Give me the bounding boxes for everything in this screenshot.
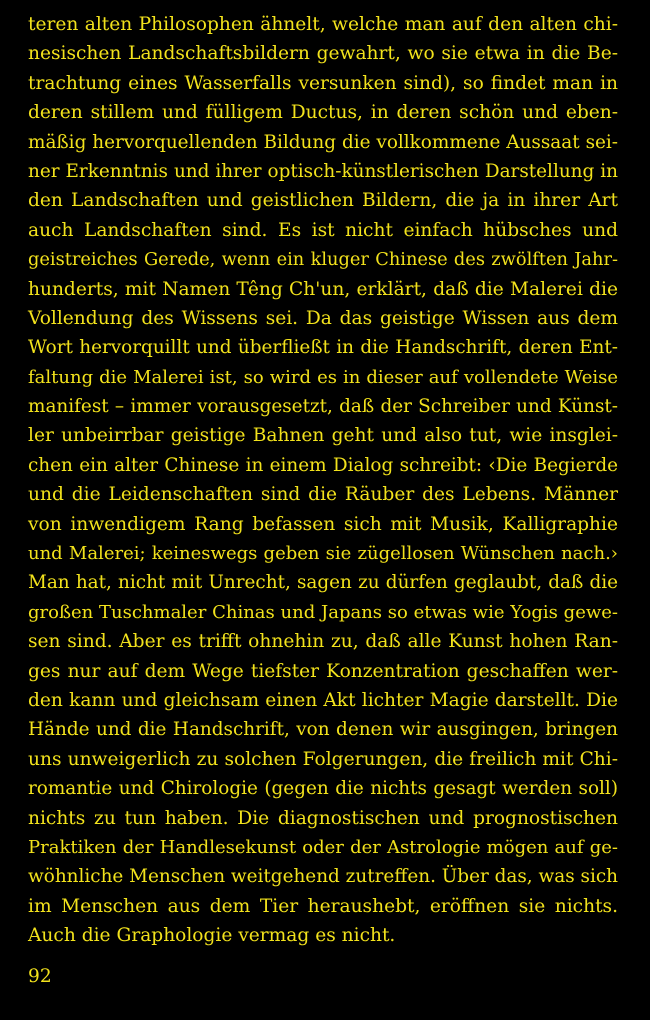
text-line: uns unweigerlich zu solchen Folgerungen, die freilich mit Chi- (28, 748, 618, 770)
text-line: chen ein alter Chinese in einem Dialog schreibt: ‹Die Begierde (28, 454, 618, 476)
text-line: von inwendigem Rang befassen sich mit Musik, Kalligraphie (28, 513, 618, 535)
text-line: teren alten Philosophen ähnelt, welche man auf den alten chi- (28, 14, 618, 35)
text-line: faltung die Malerei ist, so wird es in dieser auf vollendete Weise (28, 366, 618, 388)
text-line: sen sind. Aber es trifft ohnehin zu, daß alle Kunst hohen Ran- (28, 631, 618, 653)
page-number: 92 (28, 966, 52, 987)
text-line: Hände und die Handschrift, von denen wir ausgingen, bringen (28, 719, 618, 741)
text-line: im Menschen aus dem Tier heraushebt, eröffnen sie nichts. (28, 895, 618, 917)
text-line: geistreiches Gerede, wenn ein kluger Chinese des zwölften Jahr- (28, 249, 618, 271)
text-line: den Landschaften und geistlichen Bildern, die ja in ihrer Art (28, 190, 618, 212)
text-line: Praktiken der Handlesekunst oder der Astrologie mögen auf ge- (28, 836, 618, 858)
text-line: mäßig hervorquellenden Bildung die vollkommene Aussaat sei- (28, 131, 618, 153)
text-line: ler unbeirrbar geistige Bahnen geht und also tut, wie insglei- (28, 425, 618, 447)
text-line: deren stillem und fülligem Ductus, in deren schön und eben- (28, 102, 618, 124)
text-line: Auch die Graphologie vermag es nicht. (28, 925, 396, 947)
text-line: den kann und gleichsam einen Akt lichter Magie darstellt. Die (28, 689, 618, 711)
text-line: Wort hervorquillt und überfließt in die Handschrift, deren Ent- (28, 337, 618, 359)
text-line: romantie und Chirologie (gegen die nichts gesagt werden soll) (28, 778, 618, 800)
text-line: nichts zu tun haben. Die diagnostischen und prognostischen (28, 807, 618, 829)
text-line: manifest – immer vorausgesetzt, daß der Schreiber und Künst- (28, 396, 618, 418)
text-line: hunderts, mit Namen Têng Ch'un, erklärt, daß die Malerei die (28, 278, 618, 300)
text-line: wöhnliche Menschen weitgehend zutreffen. Über das, was sich (28, 866, 618, 888)
text-line: auch Landschaften sind. Es ist nicht einfach hübsches und (28, 219, 618, 241)
text-line: ges nur auf dem Wege tiefster Konzentration geschaffen wer- (28, 660, 618, 682)
text-line: trachtung eines Wasserfalls versunken sind), so findet man in (28, 72, 618, 94)
text-line: und die Leidenschaften sind die Räuber des Lebens. Männer (28, 484, 618, 506)
text-line: ner Erkenntnis und ihrer optisch-künstlerischen Darstellung in (28, 160, 618, 182)
text-line: nesischen Landschaftsbildern gewahrt, wo sie etwa in die Be- (28, 43, 618, 65)
body-text (28, 10, 618, 951)
text-line: großen Tuschmaler Chinas und Japans so etwas wie Yogis gewe- (28, 601, 618, 623)
text-line: Man hat, nicht mit Unrecht, sagen zu dürfen geglaubt, daß die (28, 572, 618, 594)
text-line: Vollendung des Wissens sei. Da das geistige Wissen aus dem (28, 307, 618, 329)
text-line: und Malerei; keineswegs geben sie zügellosen Wünschen nach.› (28, 543, 618, 565)
